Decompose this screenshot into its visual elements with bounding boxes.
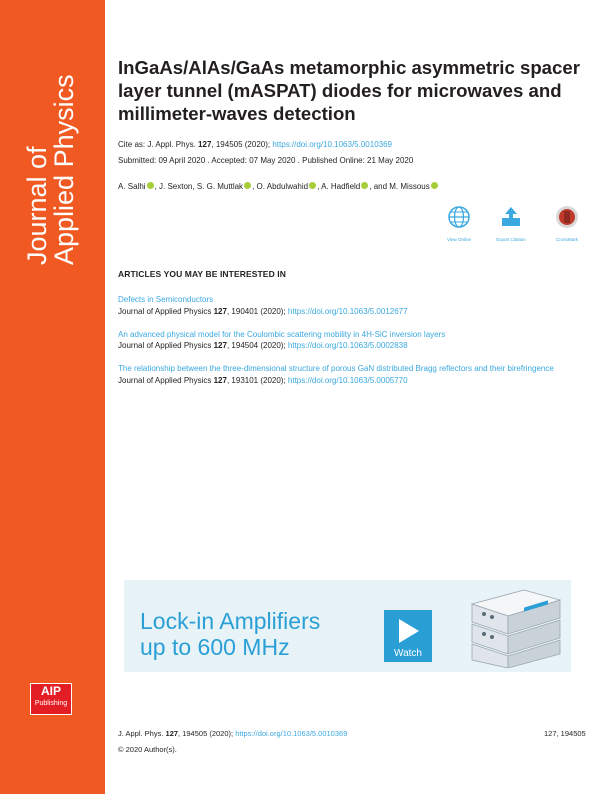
aip-logo-main: AIP [40,684,61,698]
related-article-citation [118,375,588,387]
advertisement-banner[interactable] [124,580,571,672]
related-articles-list [118,295,588,399]
journal-name-line1: Journal of [22,146,52,265]
footer-cite-label: J. Appl. Phys. [118,729,166,738]
journal-name [24,25,78,265]
publication-dates: Submitted: 09 April 2020 . Accepted: 07 May 2020 . Published Online: 21 May 2020 [118,156,414,165]
related-journal: Journal of Applied Physics [118,306,214,316]
orcid-icon[interactable] [361,182,368,189]
cite-rest: , 194505 (2020); [211,140,273,149]
footer-doi-link[interactable]: https://doi.org/10.1063/5.0010369 [235,729,348,738]
ad-headline-line1: Lock-in Amplifiers [140,608,321,634]
author-name[interactable]: , A. Hadfield [317,182,361,191]
related-article-citation [118,306,588,318]
orcid-icon[interactable] [309,182,316,189]
footer-copyright: © 2020 Author(s). [118,745,177,754]
related-doi-link[interactable]: https://doi.org/10.1063/5.0002838 [287,341,408,350]
related-doi-link[interactable]: https://doi.org/10.1063/5.0012677 [287,306,408,316]
journal-sidebar [0,0,105,794]
crossmark-label: CrossMark [556,237,578,242]
crossmark-button[interactable] [540,205,594,243]
related-article-title-link[interactable]: Defects in Semiconductors [118,295,214,304]
aip-publishing-logo[interactable] [30,683,72,715]
related-volume: 127 [213,375,227,385]
crossmark-icon [555,205,579,229]
related-article [118,295,588,318]
export-citation-label: Export Citation [496,237,526,242]
related-article [118,330,588,353]
watch-button[interactable] [384,610,432,662]
play-icon [399,619,419,643]
author-name[interactable]: A. Salhi [118,182,146,191]
view-online-button[interactable] [432,205,486,243]
related-journal: Journal of Applied Physics [118,375,214,385]
footer-citation [118,729,347,739]
author-list [118,182,439,192]
related-volume: 127 [213,341,227,350]
author-name[interactable]: , and M. Missous [369,182,430,191]
view-online-label: View Online [447,237,471,242]
related-article-citation [118,340,588,352]
related-volume: 127 [213,306,227,316]
author-name[interactable]: , J. Sexton, S. G. Muttlak [154,182,244,191]
ad-headline-line2: up to 600 MHz [140,634,290,660]
related-cite-rest: , 190401 (2020); [226,306,288,316]
orcid-icon[interactable] [244,182,251,189]
related-cite-rest: , 193101 (2020); [226,375,288,385]
cite-label: Cite as: J. Appl. Phys. [118,140,199,149]
related-doi-link[interactable]: https://doi.org/10.1063/5.0005770 [287,375,408,385]
author-name[interactable]: , O. Abdulwahid [252,182,309,191]
journal-name-line2: Applied Physics [49,74,79,265]
lock-in-amplifier-device-image [464,584,564,668]
footer-cite-rest: , 194505 (2020); [178,729,236,738]
globe-icon [447,205,471,229]
watch-label: Watch [394,648,422,659]
orcid-icon[interactable] [431,182,438,189]
export-citation-button[interactable] [484,205,538,243]
article-actions [430,205,590,245]
related-article-title-link[interactable]: The relationship between the three-dimensional structure of porous GaN distributed Bragg reflectors and their birefringence [118,364,554,373]
aip-logo-sub: Publishing [34,700,68,707]
cite-volume: 127 [198,140,212,149]
cite-as-line [118,140,392,150]
footer-cite-volume: 127 [165,729,179,738]
ad-headline [140,608,320,660]
export-icon [499,205,523,229]
footer-page-number: 127, 194505 [544,729,586,738]
related-article [118,364,588,387]
article-doi-link[interactable]: https://doi.org/10.1063/5.0010369 [272,140,392,149]
related-cite-rest: , 194504 (2020); [226,341,288,350]
related-articles-heading: ARTICLES YOU MAY BE INTERESTED IN [118,269,286,279]
related-article-title-link[interactable]: An advanced physical model for the Coulombic scattering mobility in 4H-SiC inversion layers [118,329,446,339]
orcid-icon[interactable] [147,182,154,189]
related-journal: Journal of Applied Physics [118,341,214,350]
article-title: InGaAs/AlAs/GaAs metamorphic asymmetric spacer layer tunnel (mASPAT) diodes for microwaves and millimeter-waves detection [118,57,580,124]
